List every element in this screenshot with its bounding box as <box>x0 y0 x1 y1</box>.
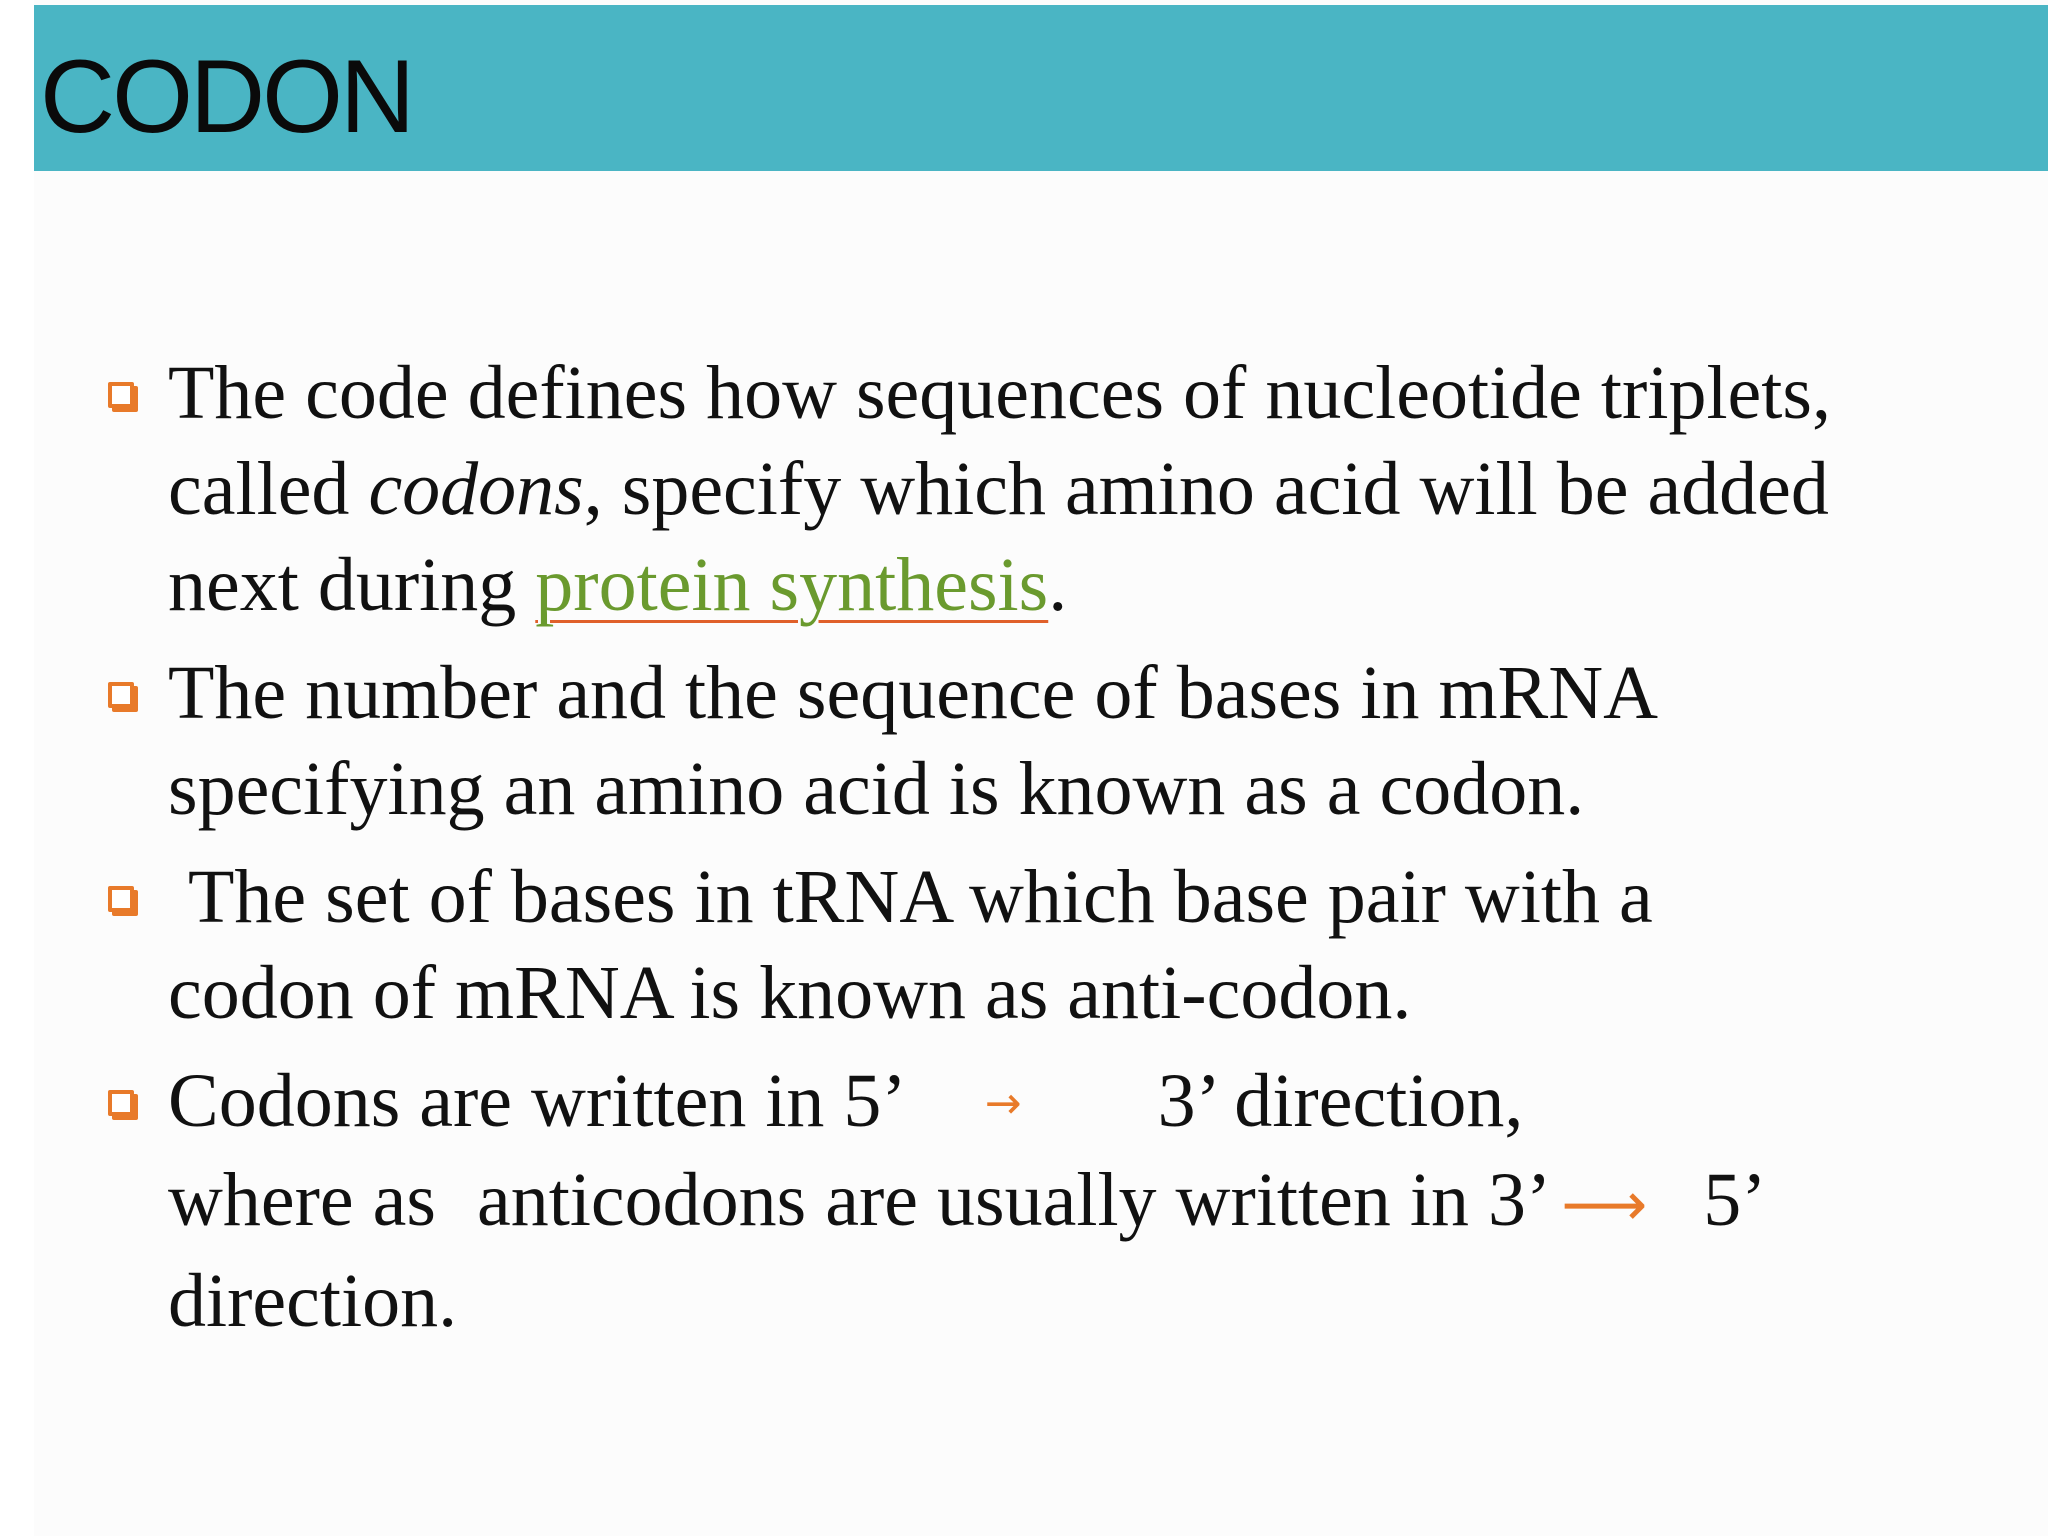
bullet-line <box>168 1152 1984 1253</box>
protein-synthesis-link[interactable]: protein synthesis <box>535 543 1049 627</box>
text-run: Codons are written in 5’ <box>168 1059 907 1143</box>
bullet-line: The number and the sequence of bases in mRNA <box>168 651 1659 735</box>
bullet-item <box>104 849 1984 1041</box>
bullet-line: The code defines how sequences of nucleotide triplets, <box>168 351 1831 435</box>
bullet-line: direction. <box>168 1259 458 1343</box>
text-run: anticodons are usually written in 3’ <box>476 1158 1552 1242</box>
bullet-item <box>104 345 1984 633</box>
square-bullet-icon <box>108 382 134 408</box>
bullet-line <box>168 441 1984 537</box>
bullet-line: specifying an amino acid is known as a codon. <box>168 747 1585 831</box>
title-bar <box>34 5 2048 171</box>
text-run: called <box>168 447 369 531</box>
text-run: . <box>1048 543 1068 627</box>
bullet-line <box>168 1053 1984 1152</box>
bullet-item <box>104 1053 1984 1349</box>
text-run: , specify which amino acid will be added <box>583 447 1829 531</box>
bullet-item <box>104 645 1984 837</box>
slide-title: CODON <box>40 39 413 155</box>
square-bullet-icon <box>108 1090 134 1116</box>
bullet-line <box>168 537 1984 633</box>
bullet-line: codon of mRNA is known as anti-codon. <box>168 951 1412 1035</box>
text-run: 3’ direction, <box>1157 1059 1524 1143</box>
long-right-arrow-icon: ⟶ <box>1561 1170 1648 1240</box>
text-run: next during <box>168 543 536 627</box>
codons-italic: codons <box>368 447 584 531</box>
right-arrow-icon: → <box>984 1078 1022 1129</box>
text-run: where as <box>168 1158 436 1242</box>
square-bullet-icon <box>108 682 134 708</box>
text-run: 5’ <box>1703 1158 1767 1242</box>
bullet-line: The set of bases in tRNA which base pair with a <box>188 855 1653 939</box>
bullet-list <box>104 345 1984 1361</box>
square-bullet-icon <box>108 886 134 912</box>
